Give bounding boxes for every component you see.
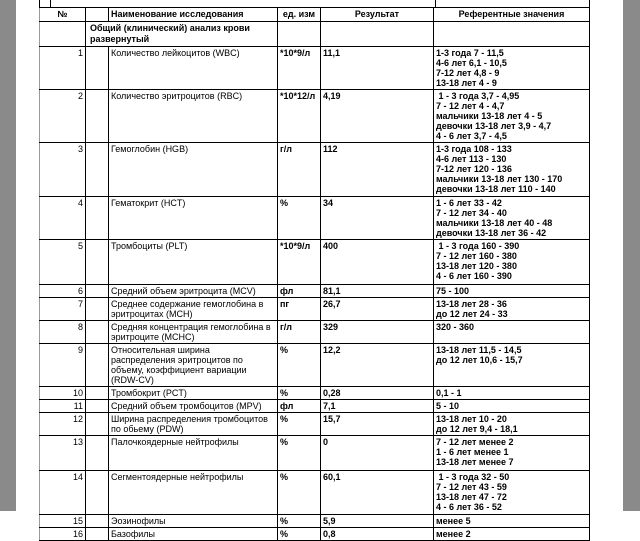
section-title: Общий (клинический) анализ крови развернутый <box>86 22 278 47</box>
row-number-cell: 15 <box>40 515 86 528</box>
reference-line: 7-12 лет 120 - 136 <box>436 164 512 174</box>
viewer-background-right <box>623 0 640 511</box>
row-number-cell: 14 <box>40 471 86 515</box>
result-cell: 4,19 <box>321 90 434 143</box>
unit-cell: *10*9/л <box>278 47 321 90</box>
table-row <box>40 90 590 143</box>
table-row <box>40 321 590 344</box>
reference-line: 1 - 6 лет менее 1 <box>436 447 509 457</box>
section-unit-cell <box>278 22 321 47</box>
table-row <box>40 436 590 471</box>
table-row <box>40 413 590 436</box>
reference-line: мальчики 13-18 лет 130 - 170 <box>436 174 563 184</box>
row-number-cell: 2 <box>40 90 86 143</box>
row-spacer-cell <box>86 400 109 413</box>
test-name-cell: Гемоглобин (HGB) <box>109 143 278 197</box>
result-cell: 5,9 <box>321 515 434 528</box>
unit-cell: % <box>278 436 321 471</box>
row-spacer-cell <box>86 413 109 436</box>
row-spacer-cell <box>86 197 109 240</box>
result-cell: 81,1 <box>321 285 434 298</box>
test-name-cell: Среднее содержание гемоглобина в эритроцитах (MCH) <box>109 298 278 321</box>
reference-line: до 12 лет 9,4 - 18,1 <box>436 424 518 434</box>
col-header-reference: Референтные значения <box>434 8 590 22</box>
reference-cell <box>434 515 590 528</box>
result-cell: 60,1 <box>321 471 434 515</box>
reference-line: 4-6 лет 6,1 - 10,5 <box>436 58 507 68</box>
table-row <box>40 387 590 400</box>
result-cell: 15,7 <box>321 413 434 436</box>
table-row <box>40 515 590 528</box>
reference-line: 75 - 100 <box>436 286 470 296</box>
reference-line: мальчики 13-18 лет 4 - 5 <box>436 111 543 121</box>
table-row <box>40 197 590 240</box>
fragment-line <box>50 0 51 7</box>
col-header-result: Результат <box>321 8 434 22</box>
result-cell: 7,1 <box>321 400 434 413</box>
col-header-num: № <box>40 8 86 22</box>
section-num-cell <box>40 22 86 47</box>
reference-line: 7 - 12 лет 43 - 59 <box>436 482 507 492</box>
table-row <box>40 285 590 298</box>
reference-line: 13-18 лет 4 - 9 <box>436 78 497 88</box>
result-cell: 329 <box>321 321 434 344</box>
reference-line: до 12 лет 24 - 33 <box>436 309 508 319</box>
reference-line: менее 5 <box>436 516 471 526</box>
reference-line: 1-3 года 7 - 11,5 <box>436 48 504 58</box>
unit-cell: пг <box>278 298 321 321</box>
row-spacer-cell <box>86 143 109 197</box>
row-spacer-cell <box>86 90 109 143</box>
row-number-cell: 6 <box>40 285 86 298</box>
result-cell: 26,7 <box>321 298 434 321</box>
section-reference-cell <box>434 22 590 47</box>
reference-line: 13-18 лет 10 - 20 <box>436 414 507 424</box>
col-header-name: Наименование исследования <box>109 8 278 22</box>
fragment-line <box>589 0 590 7</box>
table-row <box>40 471 590 515</box>
row-number-cell: 16 <box>40 528 86 541</box>
reference-line: 320 - 360 <box>436 322 475 332</box>
test-name-cell: Средний объем тромбоцитов (MPV) <box>109 400 278 413</box>
reference-line: 7 - 12 лет 4 - 4,7 <box>436 101 505 111</box>
reference-cell <box>434 285 590 298</box>
row-spacer-cell <box>86 285 109 298</box>
reference-line: девочки 13-18 лет 3,9 - 4,7 <box>436 121 552 131</box>
test-name-cell: Количество лейкоцитов (WBC) <box>109 47 278 90</box>
reference-line: 7 - 12 лет менее 2 <box>436 437 514 447</box>
table-row <box>40 143 590 197</box>
reference-cell <box>434 400 590 413</box>
reference-line: менее 2 <box>436 529 471 539</box>
fragment-line <box>39 0 40 7</box>
unit-cell: фл <box>278 285 321 298</box>
row-number-cell: 8 <box>40 321 86 344</box>
row-spacer-cell <box>86 321 109 344</box>
row-spacer-cell <box>86 240 109 285</box>
row-spacer-cell <box>86 471 109 515</box>
section-title-row <box>40 22 590 47</box>
reference-cell <box>434 413 590 436</box>
col-header-spacer <box>86 8 109 22</box>
reference-line: 7-12 лет 4,8 - 9 <box>436 68 500 78</box>
result-cell: 11,1 <box>321 47 434 90</box>
unit-cell: г/л <box>278 321 321 344</box>
row-number-cell: 4 <box>40 197 86 240</box>
row-number-cell: 9 <box>40 344 86 387</box>
row-spacer-cell <box>86 515 109 528</box>
reference-line: девочки 13-18 лет 110 - 140 <box>436 184 556 194</box>
row-number-cell: 13 <box>40 436 86 471</box>
reference-cell <box>434 344 590 387</box>
viewer-background-left <box>0 0 16 511</box>
table-row <box>40 298 590 321</box>
row-number-cell: 7 <box>40 298 86 321</box>
previous-table-fragment <box>0 0 640 7</box>
row-number-cell: 10 <box>40 387 86 400</box>
row-spacer-cell <box>86 436 109 471</box>
col-header-unit: ед. изм <box>278 8 321 22</box>
table-header-row <box>40 8 590 22</box>
reference-line: 7 - 12 лет 34 - 40 <box>436 208 507 218</box>
reference-cell <box>434 471 590 515</box>
result-cell: 0,28 <box>321 387 434 400</box>
result-cell: 12,2 <box>321 344 434 387</box>
unit-cell: % <box>278 471 321 515</box>
reference-line: 13-18 лет 120 - 380 <box>436 261 517 271</box>
result-cell: 34 <box>321 197 434 240</box>
table-row <box>40 240 590 285</box>
reference-line: 1-3 года 108 - 133 <box>436 144 512 154</box>
test-name-cell: Тромбоциты (PLT) <box>109 240 278 285</box>
reference-line: 7 - 12 лет 160 - 380 <box>436 251 517 261</box>
unit-cell: % <box>278 413 321 436</box>
test-name-cell: Количество эритроцитов (RBC) <box>109 90 278 143</box>
test-name-cell: Палочкоядерные нейтрофилы <box>109 436 278 471</box>
reference-line: 13-18 лет менее 7 <box>436 457 514 467</box>
unit-cell: % <box>278 528 321 541</box>
row-number-cell: 1 <box>40 47 86 90</box>
test-name-cell: Базофилы <box>109 528 278 541</box>
row-number-cell: 5 <box>40 240 86 285</box>
reference-line: 4 - 6 лет 3,7 - 4,5 <box>436 131 507 141</box>
reference-line: 4-6 лет 113 - 130 <box>436 154 507 164</box>
unit-cell: % <box>278 197 321 240</box>
unit-cell: *10*9/л <box>278 240 321 285</box>
reference-cell <box>434 197 590 240</box>
reference-line: 1 - 3 года 3,7 - 4,95 <box>436 91 520 101</box>
row-spacer-cell <box>86 387 109 400</box>
reference-line: 1 - 6 лет 33 - 42 <box>436 198 502 208</box>
unit-cell: фл <box>278 400 321 413</box>
row-spacer-cell <box>86 298 109 321</box>
reference-cell <box>434 298 590 321</box>
fragment-line <box>435 0 436 7</box>
reference-line: девочки 13-18 лет 36 - 42 <box>436 228 547 238</box>
reference-line: 13-18 лет 47 - 72 <box>436 492 507 502</box>
reference-cell <box>434 90 590 143</box>
reference-line: 4 - 6 лет 36 - 52 <box>436 502 502 512</box>
unit-cell: % <box>278 515 321 528</box>
row-spacer-cell <box>86 528 109 541</box>
reference-line: 4 - 6 лет 160 - 390 <box>436 271 512 281</box>
reference-cell <box>434 436 590 471</box>
reference-cell <box>434 528 590 541</box>
result-cell: 0 <box>321 436 434 471</box>
reference-line: до 12 лет 10,6 - 15,7 <box>436 355 523 365</box>
reference-cell <box>434 321 590 344</box>
row-number-cell: 12 <box>40 413 86 436</box>
reference-line: 5 - 10 <box>436 401 460 411</box>
table-row <box>40 400 590 413</box>
test-name-cell: Относительная ширина распределения эритроцитов по объему, коэффициент вариации (RDW-CV) <box>109 344 278 387</box>
reference-line: 13-18 лет 11,5 - 14,5 <box>436 345 522 355</box>
reference-cell <box>434 143 590 197</box>
reference-line: 0,1 - 1 <box>436 388 462 398</box>
row-spacer-cell <box>86 344 109 387</box>
unit-cell: % <box>278 344 321 387</box>
unit-cell: % <box>278 387 321 400</box>
row-number-cell: 11 <box>40 400 86 413</box>
row-spacer-cell <box>86 47 109 90</box>
reference-cell <box>434 240 590 285</box>
test-name-cell: Гематокрит (HCT) <box>109 197 278 240</box>
reference-line: мальчики 13-18 лет 40 - 48 <box>436 218 553 228</box>
table-body <box>40 47 590 541</box>
test-name-cell: Эозинофилы <box>109 515 278 528</box>
unit-cell: *10*12/л <box>278 90 321 143</box>
reference-cell <box>434 387 590 400</box>
table-row <box>40 528 590 541</box>
reference-line: 1 - 3 года 32 - 50 <box>436 472 510 482</box>
result-cell: 0,8 <box>321 528 434 541</box>
reference-line: 13-18 лет 28 - 36 <box>436 299 507 309</box>
lab-results-table <box>39 7 590 541</box>
reference-line: 1 - 3 года 160 - 390 <box>436 241 520 251</box>
result-cell: 400 <box>321 240 434 285</box>
result-cell: 112 <box>321 143 434 197</box>
table-row <box>40 47 590 90</box>
test-name-cell: Средний объем эритроцита (MCV) <box>109 285 278 298</box>
table-row <box>40 344 590 387</box>
test-name-cell: Средняя концентрация гемоглобина в эритроците (MCHC) <box>109 321 278 344</box>
test-name-cell: Ширина распределения тромбоцитов по обьему (PDW) <box>109 413 278 436</box>
test-name-cell: Тромбокрит (PCT) <box>109 387 278 400</box>
unit-cell: г/л <box>278 143 321 197</box>
row-number-cell: 3 <box>40 143 86 197</box>
section-result-cell <box>321 22 434 47</box>
test-name-cell: Сегментоядерные нейтрофилы <box>109 471 278 515</box>
reference-cell <box>434 47 590 90</box>
